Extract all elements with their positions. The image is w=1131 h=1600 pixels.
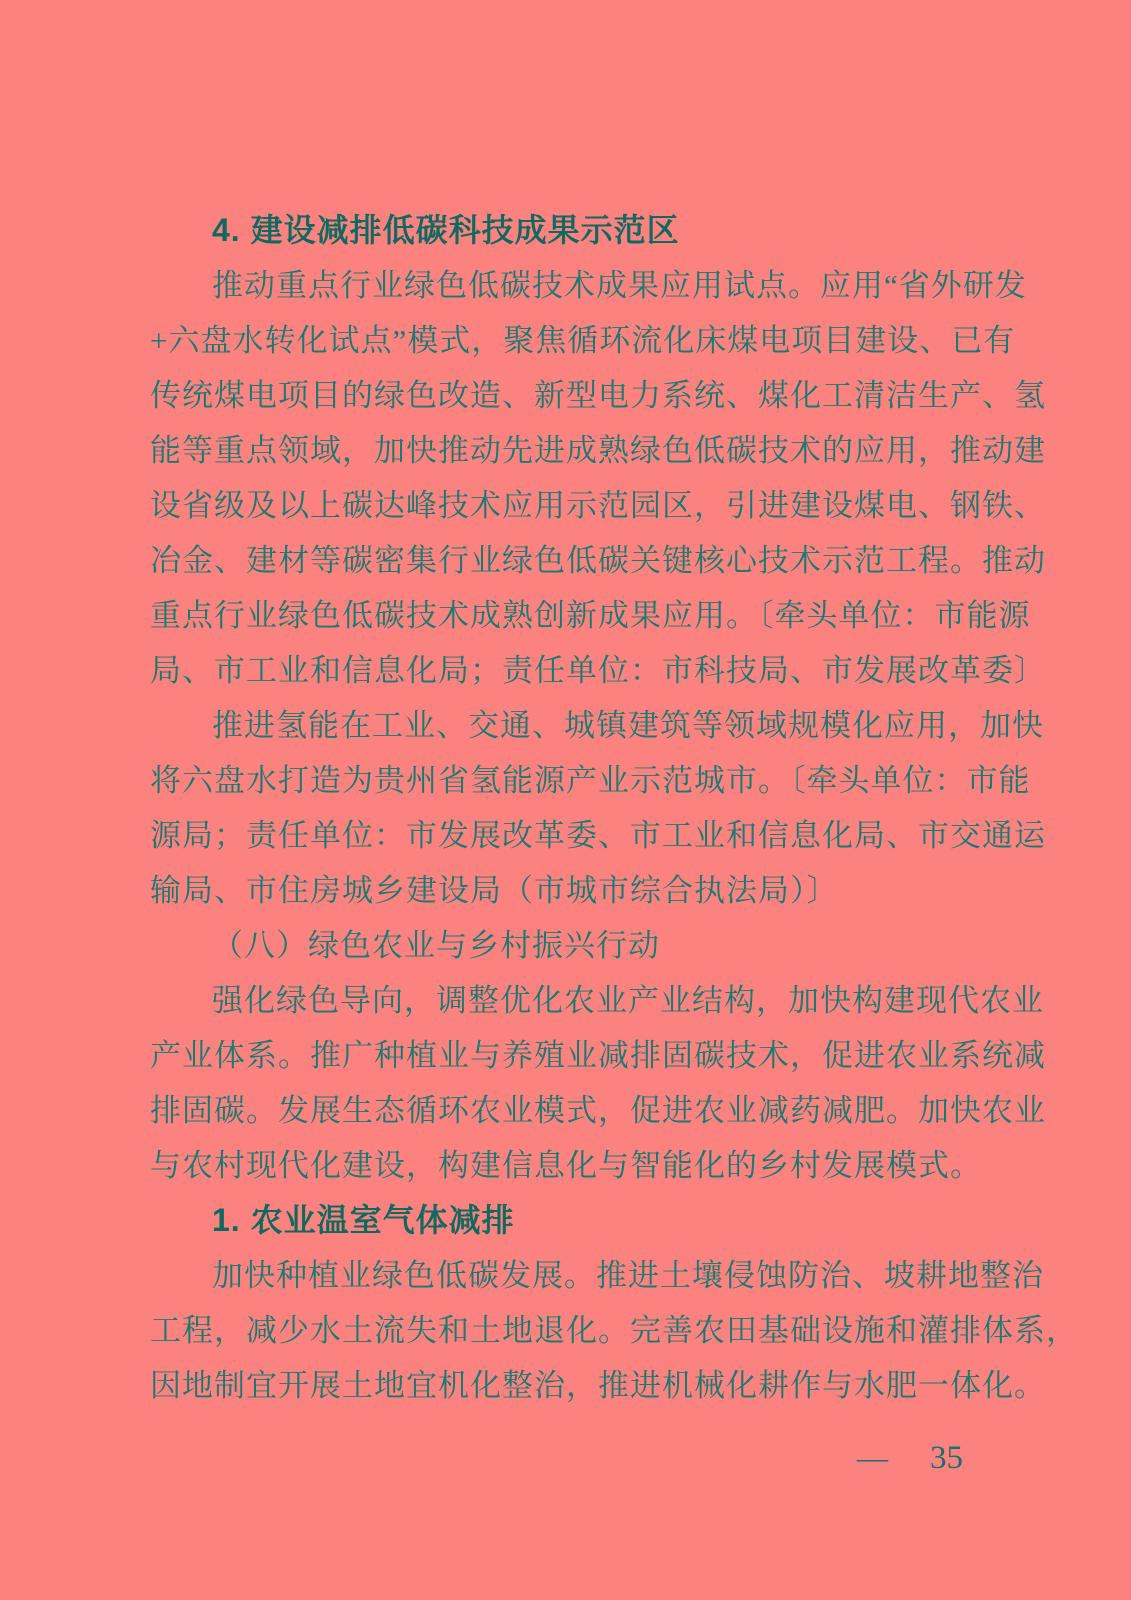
text-line: 局、市工业和信息化局；责任单位：市科技局、市发展改革委〕 — [150, 653, 1046, 688]
text-line: 冶金、建材等碳密集行业绿色低碳关键核心技术示范工程。推动 — [150, 543, 1046, 578]
section-heading-1: 1. 农业温室气体减排 — [212, 1202, 515, 1238]
text-line: 排固碳。发展生态循环农业模式，促进农业减药减肥。加快农业 — [150, 1093, 1046, 1128]
paragraph-green-agriculture — [150, 973, 1046, 1193]
text-line: 推进氢能在工业、交通、城镇建筑等领域规模化应用，加快 — [212, 708, 1044, 743]
paragraph-hydrogen-energy — [150, 698, 1046, 918]
text-line: 与农村现代化建设，构建信息化与智能化的乡村发展模式。 — [150, 1148, 982, 1183]
text-line: 加快种植业绿色低碳发展。推进土壤侵蚀防治、坡耕地整治 — [212, 1258, 1044, 1293]
text-line: 源局；责任单位：市发展改革委、市工业和信息化局、市交通运 — [150, 818, 1046, 853]
text-line: 推动重点行业绿色低碳技术成果应用试点。应用“省外研发 — [212, 268, 1027, 303]
text-line: 产业体系。推广种植业与养殖业减排固碳技术，促进农业系统减 — [150, 1038, 1046, 1073]
page-number: 35 — [930, 1440, 963, 1476]
paragraph-demonstration-zone — [150, 258, 1046, 698]
paragraph-agriculture-emissions — [150, 1248, 1078, 1413]
text-line: 工程，减少水土流失和土地退化。完善农田基础设施和灌排体系， — [150, 1313, 1078, 1348]
text-line: 输局、市住房城乡建设局（市城市综合执法局）〕 — [150, 873, 839, 908]
text-line: 设省级及以上碳达峰技术应用示范园区，引进建设煤电、钢铁、 — [150, 488, 1046, 523]
page-number-dash: — — [857, 1440, 888, 1475]
text-line: 将六盘水打造为贵州省氢能源产业示范城市。〔牵头单位：市能 — [150, 763, 1031, 798]
page-footer — [857, 1438, 963, 1478]
text-line: +六盘水转化试点”模式，聚焦循环流化床煤电项目建设、已有 — [150, 323, 1016, 358]
text-line: 能等重点领域，加快推动先进成熟绿色低碳技术的应用，推动建 — [150, 433, 1046, 468]
text-line: 重点行业绿色低碳技术成熟创新成果应用。〔牵头单位：市能源 — [150, 598, 1031, 633]
section-heading-4: 4. 建设减排低碳科技成果示范区 — [212, 212, 680, 248]
text-line: 传统煤电项目的绿色改造、新型电力系统、煤化工清洁生产、氢 — [150, 378, 1046, 413]
text-line: 因地制宜开展土地宜机化整治，推进机械化耕作与水肥一体化。 — [150, 1368, 1046, 1403]
text-line: 强化绿色导向，调整优化农业产业结构，加快构建现代农业 — [212, 983, 1044, 1018]
document-content — [150, 203, 1078, 1413]
subsection-heading-8: （八）绿色农业与乡村振兴行动 — [212, 928, 660, 963]
